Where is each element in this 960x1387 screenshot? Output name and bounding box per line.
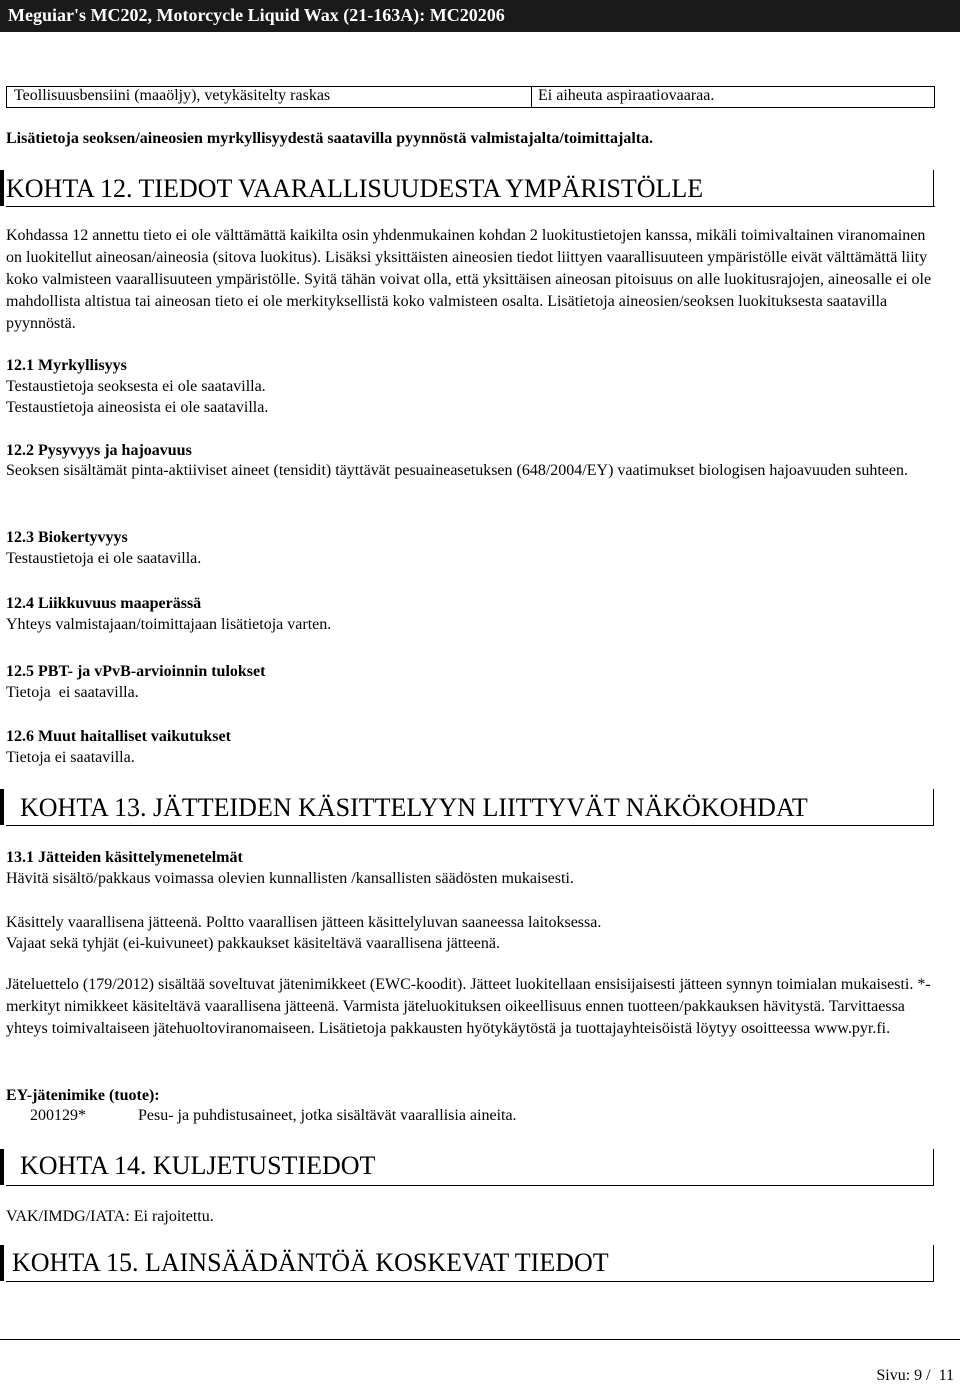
subsection-12-5 [6, 661, 265, 703]
subsection-12-2-title: 12.2 Pysyvyys ja hajoavuus [6, 442, 192, 459]
section-12-bar [0, 170, 4, 206]
section-15-bar [0, 1245, 4, 1281]
subsection-12-1 [6, 355, 268, 418]
subsection-12-5-title: 12.5 PBT- ja vPvB-arvioinnin tulokset [6, 663, 266, 680]
subsection-12-3-title: 12.3 Biokertyvyys [6, 529, 128, 546]
subsection-12-4-title: 12.4 Liikkuvuus maaperässä [6, 595, 202, 612]
subsection-12-1-line1: Testaustietoja seoksesta ei ole saatavilla. [6, 378, 266, 395]
section-14-text: VAK/IMDG/IATA: Ei rajoitettu. [6, 1208, 214, 1225]
subsection-13-1-text: Hävitä sisältö/pakkaus voimassa olevien kunnallisten /kansallisten säädösten mukaisesti. [6, 870, 574, 887]
section-12-intro: Kohdassa 12 annettu tieto ei ole välttämättä kaikilta osin yhdenmukainen kohdan 2 luokitustietojen kanssa, mikäli toimivaltainen viranomainen on luokitellut aineosan/aineosia (sitova luokitus). Lisäksi yksittäisten aineosien tiedot liittyen vaarallisuuteen ympäristölle eivät välttämättä liity koko valmisteen vaarallisuuteen ympäristölle. Syitä tähän voivat olla, että yksittäisen aineosan pitoisuus on alle luokitusrajojen, aineosalle ei ole mahdollista altistua tai aineosan tieto ei ole merkityksellistä koko valmisteen osalta. Lisätietoja aineosien/seoksen luokituksesta saatavilla pyynnöstä. [6, 227, 932, 332]
subsection-12-1-title: 12.1 Myrkyllisyys [6, 357, 127, 374]
document-header-bar [0, 0, 960, 32]
subsection-12-2 [6, 440, 192, 461]
subsection-12-5-text: Tietoja ei saatavilla. [6, 684, 139, 701]
subsection-12-6-title: 12.6 Muut haitalliset vaikutukset [6, 728, 231, 745]
section-13-p2-line2: Vajaat sekä tyhjät (ei-kuivuneet) pakkaukset käsiteltävä vaarallisena jätteenä. [6, 935, 500, 952]
section-12-title: KOHTA 12. TIEDOT VAARALLISUUDESTA YMPÄRISTÖLLE [6, 174, 704, 203]
section-13-bar [0, 789, 4, 825]
subsection-12-2-text: Seoksen sisältämät pinta-aktiiviset aineet (tensidit) täyttävät pesuaineasetuksen (648/2004/EY) vaatimukset biologisen hajoavuuden suhteen. [6, 462, 908, 479]
section-15-title: KOHTA 15. LAINSÄÄDÄNTÖÄ KOSKEVAT TIEDOT [12, 1248, 609, 1277]
subsection-12-4 [6, 593, 331, 635]
more-info-note: Lisätietoja seoksen/aineosien myrkyllisyydestä saatavilla pyynnöstä valmistajalta/toimittajalta. [6, 130, 654, 147]
footer-divider [0, 1339, 960, 1340]
ewc-entry [30, 1107, 517, 1125]
table-divider [531, 87, 532, 107]
subsection-12-3 [6, 527, 201, 569]
table-row [6, 86, 935, 108]
section-13-p2-line1: Käsittely vaarallisena jätteenä. Poltto vaarallisen jätteen käsittelyluvan saaneessa laitoksessa. [6, 914, 602, 931]
subsection-13-1-title: 13.1 Jätteiden käsittelymenetelmät [6, 849, 243, 866]
ewc-label-text: EY-jätenimike (tuote): [6, 1087, 160, 1104]
section-13-title: KOHTA 13. JÄTTEIDEN KÄSITTELYYN LIITTYVÄT NÄKÖKOHDAT [20, 793, 808, 822]
subsection-12-6 [6, 726, 231, 768]
section-13-paragraph-3: Jäteluettelo (179/2012) sisältää soveltuvat jätenimikkeet (EWC-koodit). Jätteet luokitellaan ensisijaisesti jätteen synnyn toimialan mukaisesti. *-merkityt nimikkeet käsiteltävä vaarallisena jätteenä. Varmista jäteluokituksen oikeellisuus ennen tuotteen/pakkauksen hävitystä. Tarvittaessa yhteys toimivaltaiseen jätehuoltoviranomaiseen. Lisätietoja pakkausten hyötykäytöstä ja tuottajayhteisöistä löytyy osoitteessa www.pyr.fi. [6, 976, 931, 1037]
subsection-12-1-line2: Testaustietoja aineosista ei ole saatavilla. [6, 399, 269, 416]
ewc-label [6, 1085, 160, 1106]
subsection-13-1 [6, 847, 574, 889]
ewc-description: Pesu- ja puhdistusaineet, jotka sisältävät vaarallisia aineita. [138, 1107, 517, 1124]
table-cell-substance: Teollisuusbensiini (maaöljy), vetykäsitelty raskas [14, 87, 331, 104]
ewc-code: 200129* [30, 1107, 86, 1124]
page-number: Sivu: 9 / 11 [876, 1367, 954, 1384]
document-title: Meguiar's MC202, Motorcycle Liquid Wax (21-163A): MC20206 [8, 5, 505, 25]
section-14-bar [0, 1149, 4, 1185]
section-13-paragraph-2 [6, 912, 601, 954]
subsection-12-3-text: Testaustietoja ei ole saatavilla. [6, 550, 202, 567]
subsection-12-6-text: Tietoja ei saatavilla. [6, 749, 135, 766]
subsection-12-4-text: Yhteys valmistajaan/toimittajaan lisätietoja varten. [6, 616, 332, 633]
table-cell-hazard: Ei aiheuta aspiraatiovaaraa. [538, 87, 715, 104]
section-14-title: KOHTA 14. KULJETUSTIEDOT [20, 1151, 376, 1180]
section-12-box [6, 170, 934, 207]
